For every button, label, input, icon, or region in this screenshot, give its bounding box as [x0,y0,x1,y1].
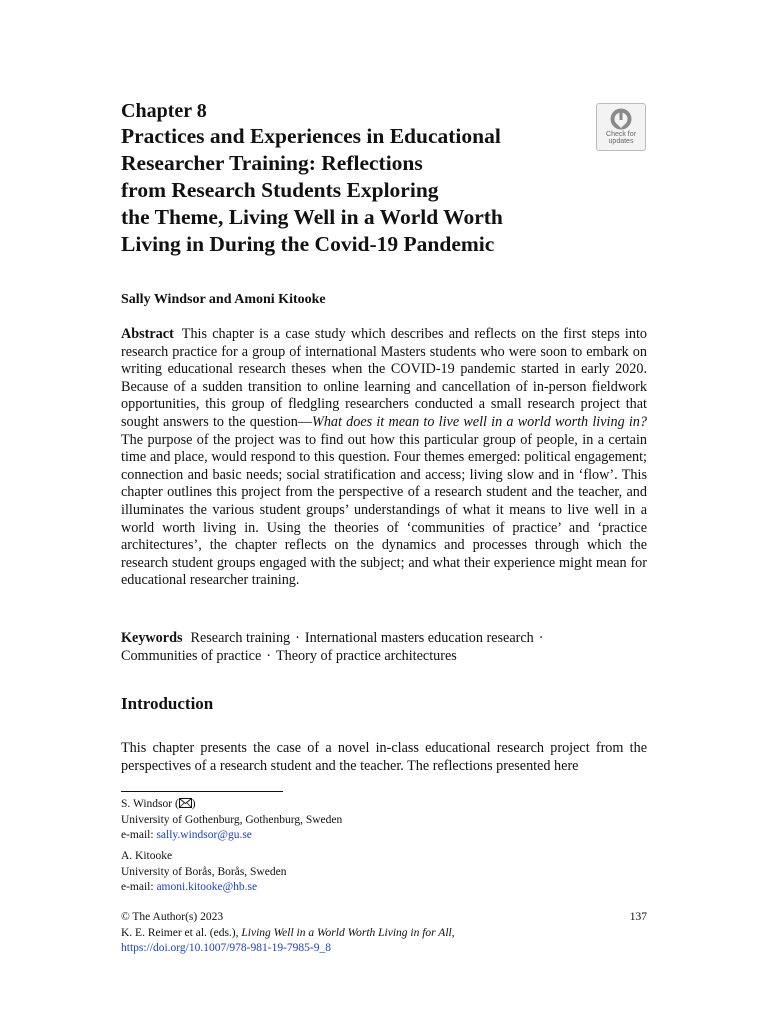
abstract [121,326,647,590]
affiliation-institution: University of Gothenburg, Gothenburg, Sweden [121,813,343,826]
chapter-label: Chapter 8 [121,100,207,122]
title-line: Practices and Experiences in Educational [121,124,501,148]
keywords-label: Keywords [121,630,183,646]
email-label: e-mail: [121,829,157,841]
authors: Sally Windsor and Amoni Kitooke [121,292,326,307]
book-title: Living Well in a World Worth Living in for All [241,926,452,939]
abstract-label: Abstract [121,326,174,342]
affiliation [121,797,647,844]
abstract-text: The purpose of the project was to find out how this particular group of people, in a certain time and place, would respond to this question. Four themes emerged: political engagement; connection and basic needs; social stratification and access; living slow and in ‘flow’. This chapter outlines this project from the perspective of a research student and the teacher, and illuminates the various student groups’ understandings of what it means to live well in a world worth living in. Using the theories of ‘communities of practice’ and ‘practice architectures’, the chapter reflects on the dynamics and processes through which the research student groups engaged with the subject; and what their experience might mean for educational researcher training. [121,431,647,589]
badge-text-line: Check for [606,131,636,138]
keyword-separator: · [266,648,271,664]
title-line: from Research Students Exploring [121,178,439,202]
email-link[interactable]: amoni.kitooke@hb.se [156,881,258,893]
footnote-rule [121,791,283,792]
keyword: Communities of practice [121,648,262,664]
keyword-separator: · [538,630,544,646]
chapter-title [121,123,591,258]
title-line: Researcher Training: Reflections [121,151,423,175]
check-for-updates-badge[interactable] [596,103,646,151]
email-link[interactable]: sally.windsor@gu.se [156,829,252,841]
affiliation [121,849,647,896]
title-line: Living in During the Covid-19 Pandemic [121,232,495,256]
envelope-icon [179,798,192,808]
affiliation-name: S. Windsor ( [121,798,179,810]
abstract-question: What does it mean to live well in a world worth living in? [312,413,647,430]
citation-prefix: K. E. Reimer et al. (eds.), [121,926,242,939]
keyword-separator: · [295,630,300,646]
check-updates-icon [609,107,633,131]
introduction-text: This chapter presents the case of a novel in-class educational research project from the perspectives of a research student and the teacher. The reflections presented here [121,740,647,774]
badge-text-line: updates [608,138,634,145]
affiliation-name: A. Kitooke [121,850,173,862]
introduction-heading: Introduction [121,694,214,713]
page-footer [121,910,647,957]
affiliation-name-close: ) [191,798,196,810]
doi-link[interactable]: https://doi.org/10.1007/978-981-19-7985-9_8 [121,942,331,954]
citation-suffix: , [451,926,455,939]
page-number: 137 [629,911,647,923]
keyword: Research training [190,630,291,646]
keywords [121,629,647,665]
abstract-text: This chapter is a case study which describes and reflects on the first steps into research practice for a group of international Masters students who were soon to embark on writing educational research theses when the COVID-19 pandemic started in early 2020. Because of a sudden transition to online learning and cancellation of in-person fieldwork opportunities, this group of fledgling researchers conducted a small research project that sought answers to the question— [121,326,647,430]
affiliation-institution: University of Borås, Borås, Sweden [121,865,287,878]
title-line: the Theme, Living Well in a World Worth [121,205,503,229]
keyword: Theory of practice architectures [276,648,457,664]
email-label: e-mail: [121,881,157,893]
copyright: © The Author(s) 2023 [121,911,224,923]
keyword: International masters education research [304,630,534,646]
